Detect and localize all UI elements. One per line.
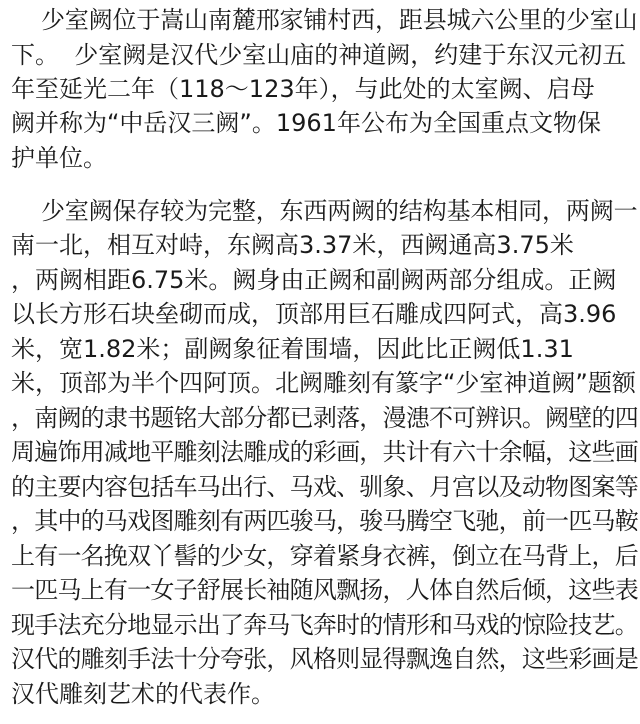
paragraph-line: 少室阙位于嵩山南麓邢家铺村西，距县城六公里的少室山	[11, 6, 638, 34]
paragraph-line: 年至延光二年（118～123年），与此处的太室阙、启母	[11, 75, 595, 103]
paragraph-line: 的主要内容包括车马出行、马戏、驯象、月宫以及动物图案等	[11, 473, 638, 501]
paragraph-line: 以长方形石块垒砌而成，顶部用巨石雕成四阿式，高3.96	[11, 300, 617, 328]
paragraph-line: 汉代雕刻艺术的代表作。	[11, 680, 275, 708]
paragraph-line: ，南阙的隶书题铭大部分都已剥落，漫漶不可辨识。阙壁的四	[11, 404, 638, 432]
paragraph-line: 米，顶部为半个四阿顶。北阙雕刻有篆字“少室神道阙”题额	[11, 369, 636, 397]
paragraph-line: ，两阙相距6.75米。阙身由正阙和副阙两部分组成。正阙	[11, 266, 617, 294]
paragraph-line: 一匹马上有一女子舒展长袖随风飘扬，人体自然后倾，这些表	[11, 576, 638, 604]
paragraph-line: 上有一名挽双丫髻的少女，穿着紧身衣裤，倒立在马背上，后	[11, 542, 638, 570]
paragraph-line: 汉代的雕刻手法十分夸张，风格则显得飘逸自然，这些彩画是	[11, 645, 638, 673]
paragraph-line: 下。 少室阙是汉代少室山庙的神道阙，约建于东汉元初五	[11, 41, 627, 69]
paragraph-line: 米，宽1.82米；副阙象征着围墙，因此比正阙低1.31	[11, 335, 574, 363]
paragraph-line: 周遍饰用减地平雕刻法雕成的彩画，共计有六十余幅，这些画	[11, 438, 638, 466]
paragraph-line: 护单位。	[11, 144, 107, 172]
paragraph-line: 南一北，相互对峙，东阙高3.37米，西阙通高3.75米	[11, 231, 574, 259]
paragraph-line: ，其中的马戏图雕刻有两匹骏马，骏马腾空飞驰，前一匹马鞍	[11, 507, 638, 535]
paragraph-line: 少室阙保存较为完整，东西两阙的结构基本相同，两阙一	[11, 197, 638, 225]
paragraph-line: 阙并称为“中岳汉三阙”。1961年公布为全国重点文物保	[11, 109, 601, 137]
paragraph-line: 现手法充分地显示出了奔马飞奔时的情形和马戏的惊险技艺。	[11, 611, 638, 639]
